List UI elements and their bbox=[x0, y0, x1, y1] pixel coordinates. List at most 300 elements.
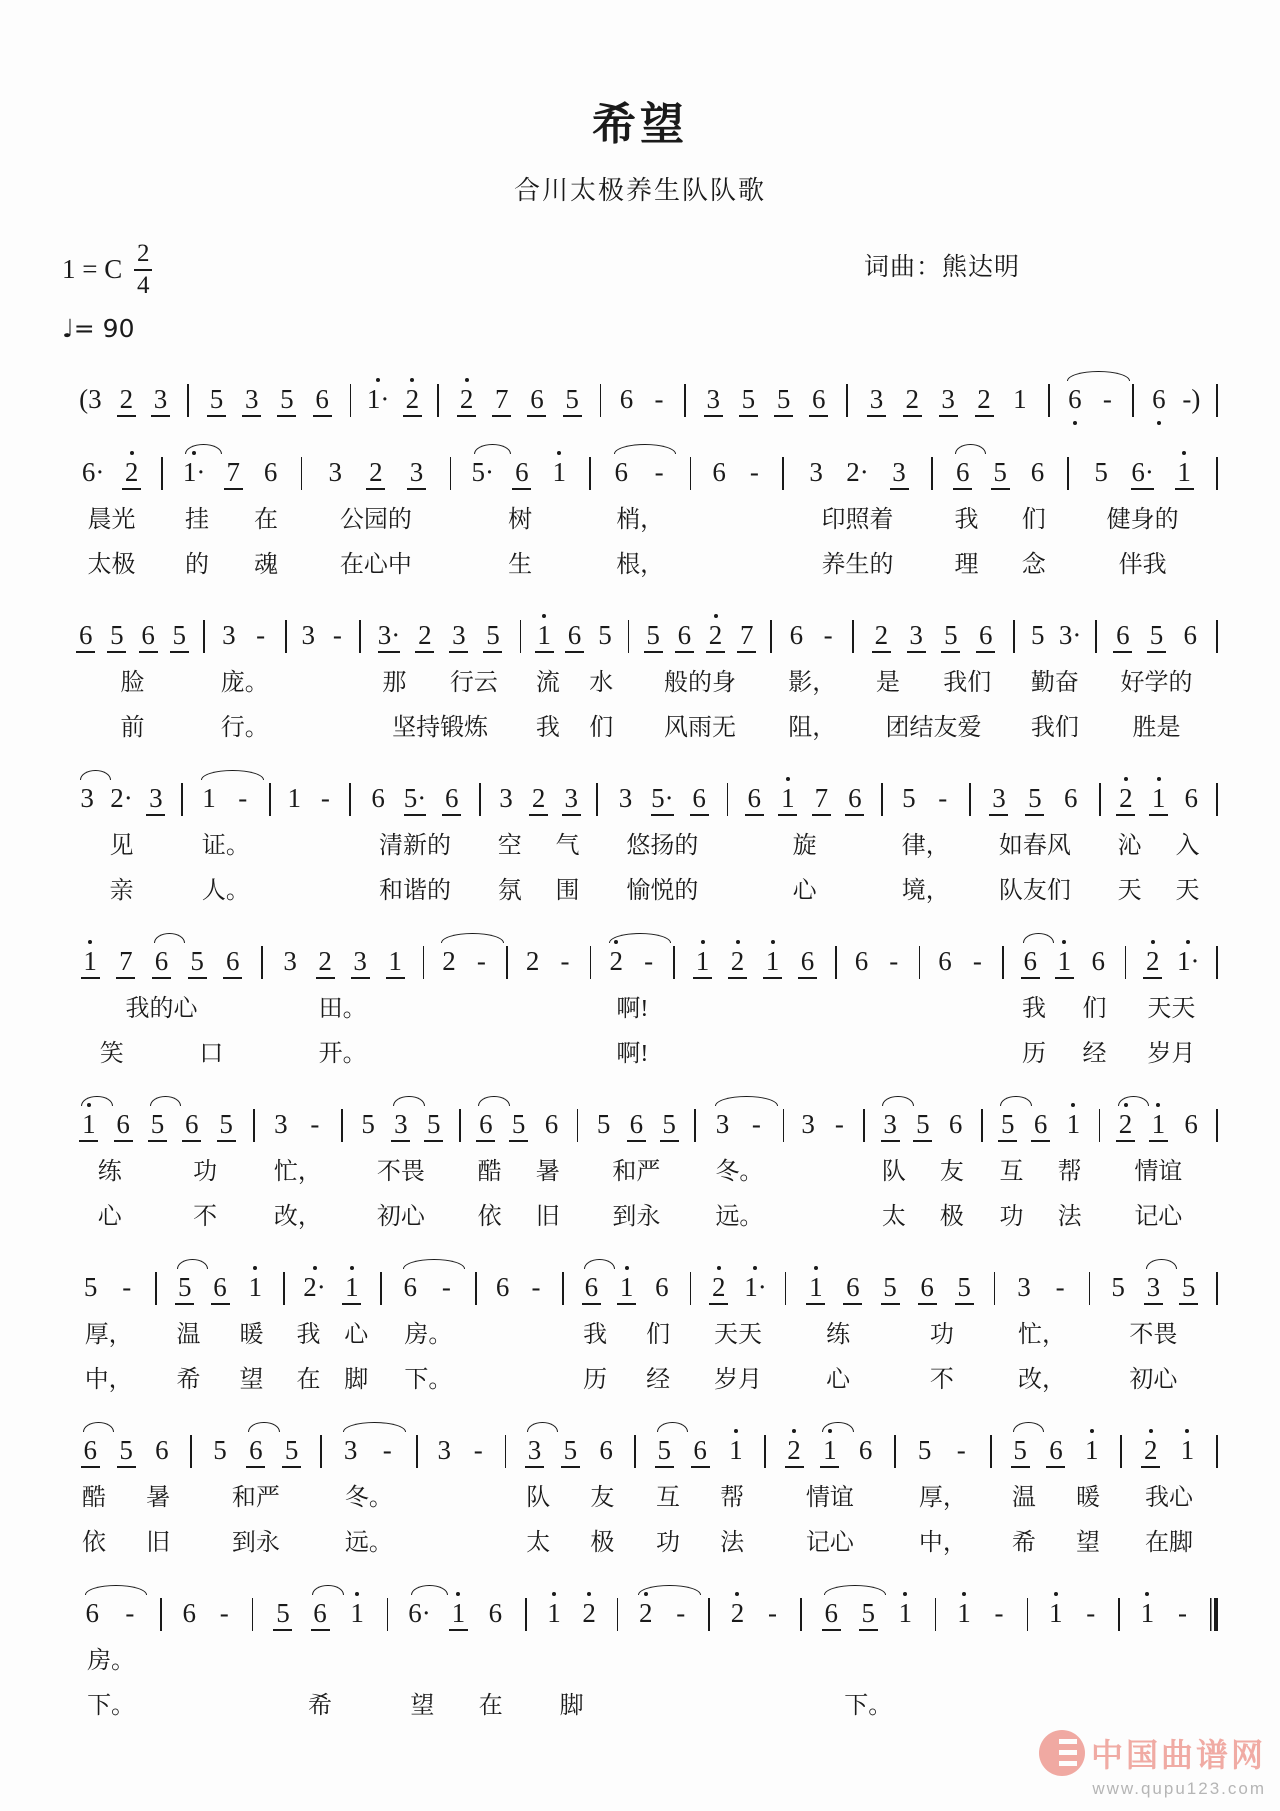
note-token: 5 bbox=[107, 622, 126, 653]
lyric-syllable: 和严 bbox=[612, 1159, 661, 1185]
measure bbox=[1069, 442, 1216, 584]
measure bbox=[527, 1583, 617, 1725]
lyric-syllable: 天天 bbox=[1147, 996, 1196, 1022]
notation-row bbox=[933, 442, 1067, 494]
lyric-syllable: 功 bbox=[656, 1530, 681, 1556]
lyric-row bbox=[675, 1028, 835, 1073]
notation-row bbox=[481, 768, 597, 820]
note-token: 3 bbox=[351, 948, 370, 979]
measure bbox=[189, 369, 350, 421]
measure bbox=[728, 768, 881, 910]
note-token: 6 bbox=[845, 785, 864, 816]
notation-row bbox=[675, 931, 835, 983]
note-token: - bbox=[531, 1272, 541, 1302]
note-token: 6 bbox=[599, 1435, 613, 1465]
lyric-row bbox=[920, 1028, 1002, 1073]
system bbox=[62, 768, 1218, 910]
measure bbox=[784, 442, 931, 584]
notation-row bbox=[784, 1094, 863, 1146]
lyric-row bbox=[691, 539, 782, 584]
measure bbox=[848, 369, 1048, 421]
lyric-syllable: 希 bbox=[1011, 1530, 1036, 1556]
note-token: 5 bbox=[998, 1111, 1017, 1142]
note-token: 3 bbox=[801, 1109, 815, 1139]
note-token: 3 bbox=[1144, 1274, 1163, 1305]
barline bbox=[1216, 384, 1218, 417]
note-token: - bbox=[823, 620, 833, 650]
slur-arc bbox=[201, 770, 264, 780]
note-token: - bbox=[654, 384, 664, 414]
measure bbox=[837, 931, 919, 1073]
lyric-syllable: 队 bbox=[526, 1485, 551, 1511]
lyric-row bbox=[920, 983, 1002, 1028]
lyric-syllable: 清新的 bbox=[378, 833, 451, 859]
measure bbox=[883, 768, 969, 910]
lyric-syllable: 公园的 bbox=[339, 507, 412, 533]
slur-arc bbox=[177, 1259, 208, 1269]
notation-row bbox=[629, 605, 770, 657]
lyric-row bbox=[481, 820, 597, 865]
octave-dot-high bbox=[701, 940, 705, 944]
notation-row bbox=[62, 1257, 155, 1309]
note-token: 3 bbox=[809, 457, 823, 487]
staff-line bbox=[62, 442, 1218, 584]
notation-row bbox=[62, 768, 181, 820]
note-token: 6 bbox=[1113, 622, 1132, 653]
note-token: 2 bbox=[1141, 1437, 1160, 1468]
lyric-syllable: 初心 bbox=[1129, 1367, 1178, 1393]
lyric-syllable: 人。 bbox=[201, 878, 250, 904]
note-token: 2 bbox=[785, 1437, 804, 1468]
note-token: 6 bbox=[1184, 1109, 1198, 1139]
lyric-syllable: 功 bbox=[999, 1204, 1024, 1230]
measure bbox=[598, 768, 727, 910]
measure bbox=[675, 931, 835, 1073]
note-token: 5 bbox=[644, 622, 663, 653]
notation-row bbox=[995, 1257, 1088, 1309]
note-token: 5 bbox=[881, 1274, 900, 1305]
lyric-row bbox=[192, 1472, 320, 1517]
notation-row bbox=[896, 1420, 991, 1472]
slur-arc bbox=[527, 1422, 558, 1432]
lyric-row bbox=[598, 865, 727, 910]
lyric-syllable: 队 bbox=[881, 1159, 906, 1185]
lyric-row bbox=[629, 657, 770, 702]
lyric-row bbox=[971, 820, 1100, 865]
note-token: 5 bbox=[277, 386, 296, 417]
note-token: - bbox=[320, 783, 330, 813]
note-token: 2 bbox=[706, 622, 725, 653]
lyric-syllable: 开。 bbox=[318, 1041, 367, 1067]
lyric-syllable: 暑 bbox=[146, 1485, 171, 1511]
note-token: 2· bbox=[303, 1274, 326, 1305]
note-token: 2· bbox=[110, 783, 133, 813]
notation-row bbox=[163, 442, 301, 494]
lyric-row bbox=[1120, 1635, 1210, 1680]
notation-row bbox=[285, 1257, 380, 1309]
note-token: 6 bbox=[948, 1109, 963, 1139]
note-token: 3 bbox=[407, 459, 426, 490]
lyric-row bbox=[351, 820, 480, 865]
note-token: 6 bbox=[627, 1111, 646, 1142]
note-token: 6 bbox=[544, 1109, 559, 1139]
lyric-row bbox=[162, 1635, 252, 1680]
lyric-row bbox=[786, 1309, 993, 1354]
measure bbox=[601, 369, 683, 421]
lyric-syllable: 酷 bbox=[477, 1159, 502, 1185]
lyric-syllable: 我 bbox=[583, 1322, 608, 1348]
lyric-row bbox=[62, 1680, 160, 1725]
lyric-row bbox=[62, 1309, 155, 1354]
note-token: 2 bbox=[1143, 948, 1162, 979]
notation-row bbox=[1101, 768, 1217, 820]
lyric-row bbox=[1097, 657, 1217, 702]
notation-row bbox=[521, 605, 628, 657]
note-token: 3 bbox=[989, 785, 1008, 816]
octave-dot-high bbox=[313, 1266, 317, 1270]
note-token: 3· bbox=[378, 622, 401, 653]
note-token: 6 bbox=[712, 457, 726, 487]
measure bbox=[418, 1420, 505, 1562]
notation-row bbox=[1050, 369, 1132, 421]
notation-row bbox=[351, 768, 480, 820]
note-token: 3 bbox=[881, 1111, 900, 1142]
notation-row bbox=[766, 1420, 894, 1472]
lyric-row bbox=[1069, 494, 1216, 539]
notation-row bbox=[686, 369, 847, 421]
note-token: 5 bbox=[1147, 622, 1166, 653]
note-token: 1 bbox=[81, 948, 100, 979]
lyric-row bbox=[1069, 539, 1216, 584]
note-token: 6 bbox=[843, 1274, 862, 1305]
measure bbox=[591, 931, 673, 1073]
slur-arc bbox=[478, 1096, 509, 1106]
note-token: 6· bbox=[81, 457, 105, 487]
octave-dot-high bbox=[1185, 1429, 1189, 1433]
lyric-syllable: 那 bbox=[382, 670, 407, 696]
measure bbox=[865, 1094, 981, 1236]
note-token: 5 bbox=[1111, 1272, 1125, 1302]
octave-dot-high bbox=[792, 1429, 796, 1433]
octave-dot-high bbox=[87, 1103, 91, 1107]
lyric-syllable: 希 bbox=[308, 1693, 333, 1719]
system bbox=[62, 1257, 1218, 1399]
slur-arc bbox=[1023, 933, 1054, 943]
lyric-row bbox=[728, 865, 881, 910]
lyric-syllable: 情谊 bbox=[805, 1485, 854, 1511]
watermark bbox=[1039, 1730, 1266, 1799]
lyric-row bbox=[382, 1354, 475, 1399]
note-token: 3 bbox=[341, 1437, 360, 1468]
note-token: 1 bbox=[778, 785, 797, 816]
notation-row bbox=[1069, 442, 1216, 494]
lyric-syllable: 健身的 bbox=[1106, 507, 1179, 533]
note-token: 5 bbox=[739, 386, 758, 417]
lyric-syllable: 心 bbox=[792, 878, 817, 904]
octave-dot-high bbox=[1071, 1103, 1075, 1107]
octave-dot-high bbox=[753, 1266, 757, 1270]
notation-row bbox=[1090, 1257, 1216, 1309]
notation-row bbox=[418, 1420, 505, 1472]
lyric-row bbox=[205, 702, 285, 747]
note-token: 1 bbox=[1013, 384, 1027, 414]
note-token: 1 bbox=[896, 1600, 915, 1631]
lyric-row bbox=[382, 1309, 475, 1354]
note-token: 7 bbox=[492, 386, 511, 417]
lyric-syllable: 和谐的 bbox=[378, 878, 451, 904]
notation-row bbox=[157, 1257, 283, 1309]
note-token: - bbox=[1086, 1598, 1096, 1628]
measure bbox=[1004, 931, 1125, 1073]
octave-dot-high bbox=[962, 1592, 966, 1596]
note-token: 6 bbox=[976, 622, 995, 653]
lyric-row bbox=[302, 494, 449, 539]
note-token: 2 bbox=[122, 459, 141, 490]
note-token: - bbox=[473, 1435, 483, 1465]
lyric-syllable: 挂 bbox=[185, 507, 210, 533]
note-token: - bbox=[676, 1598, 686, 1628]
octave-dot-high bbox=[644, 1592, 648, 1596]
note-token: 6 bbox=[1065, 386, 1084, 417]
lyric-row bbox=[865, 1146, 981, 1191]
octave-dot-high bbox=[717, 1266, 721, 1270]
lyric-row bbox=[896, 1472, 991, 1517]
lyric-syllable: 厚， bbox=[918, 1485, 967, 1511]
notation-row bbox=[983, 1094, 1099, 1146]
lyric-syllable: 梢， bbox=[616, 507, 665, 533]
slur-arc bbox=[85, 1585, 148, 1595]
octave-dot-high bbox=[1090, 1429, 1094, 1433]
note-token: 1 bbox=[545, 1600, 564, 1631]
time-numerator: 2 bbox=[137, 240, 150, 267]
lyric-syllable: 到永 bbox=[231, 1530, 280, 1556]
fraction-bar-icon bbox=[134, 269, 152, 271]
lyric-row bbox=[183, 865, 269, 910]
lyric-syllable: 沁 bbox=[1117, 833, 1142, 859]
note-token: - bbox=[654, 457, 664, 487]
lyric-row bbox=[1090, 1354, 1216, 1399]
notation-row bbox=[971, 768, 1100, 820]
measure bbox=[766, 1420, 894, 1562]
lyric-syllable: 太极 bbox=[87, 552, 136, 578]
note-token: 3 bbox=[242, 386, 261, 417]
note-token: 1 bbox=[1149, 785, 1168, 816]
measure bbox=[1050, 369, 1132, 421]
note-token: 6 bbox=[155, 1435, 169, 1465]
note-token: 5 bbox=[561, 1437, 580, 1468]
staff-line bbox=[62, 768, 1218, 910]
lyric-syllable: 们 bbox=[589, 715, 614, 741]
note-token: 3 bbox=[78, 785, 97, 816]
lyric-row bbox=[62, 820, 181, 865]
lyric-row bbox=[1122, 1517, 1217, 1562]
note-token: - bbox=[1102, 384, 1112, 414]
notation-row bbox=[591, 931, 673, 983]
note-token: - bbox=[560, 946, 570, 976]
note-token: 3 bbox=[146, 785, 165, 816]
notation-row bbox=[527, 1583, 617, 1635]
system bbox=[62, 369, 1218, 421]
note-token: 1 bbox=[79, 1111, 98, 1142]
lyric-row bbox=[802, 1680, 935, 1725]
octave-dot-high bbox=[734, 1429, 738, 1433]
notation-row bbox=[784, 442, 931, 494]
lyric-syllable: 友 bbox=[939, 1159, 964, 1185]
lyric-row bbox=[62, 1146, 253, 1191]
lyric-row bbox=[591, 539, 690, 584]
note-token: 5 bbox=[941, 622, 960, 653]
measure bbox=[361, 605, 520, 747]
note-token: 6 bbox=[152, 948, 171, 979]
lyric-row bbox=[1028, 1680, 1118, 1725]
note-token: 7 bbox=[812, 785, 831, 816]
note-token: - bbox=[994, 1598, 1004, 1628]
lyric-syllable: 忙， bbox=[273, 1159, 322, 1185]
octave-dot-high bbox=[735, 1592, 739, 1596]
lyric-syllable: 印照着 bbox=[821, 507, 894, 533]
note-token: 5 bbox=[117, 1437, 136, 1468]
note-token: 5 bbox=[217, 1111, 236, 1142]
octave-dot-high bbox=[456, 1592, 460, 1596]
lyric-syllable: 根， bbox=[616, 552, 665, 578]
lyric-syllable: 我 bbox=[296, 1322, 321, 1348]
octave-dot-high bbox=[1186, 940, 1190, 944]
note-token: 6 bbox=[1021, 948, 1040, 979]
lyric-row bbox=[1004, 983, 1125, 1028]
lyric-row bbox=[1120, 1680, 1210, 1725]
note-token: 1 bbox=[1149, 1111, 1168, 1142]
lyric-syllable: 历 bbox=[1022, 1041, 1047, 1067]
lyric-row bbox=[564, 1354, 690, 1399]
key-label: 1 = C bbox=[62, 254, 123, 284]
note-token: 5 bbox=[148, 1111, 167, 1142]
note-token: 6 bbox=[139, 622, 158, 653]
lyric-syllable: 脚 bbox=[559, 1693, 584, 1719]
note-token: 5 bbox=[563, 386, 582, 417]
note-token: 2 bbox=[525, 946, 540, 976]
lyric-syllable: 和严 bbox=[231, 1485, 280, 1511]
note-token: 7 bbox=[224, 459, 243, 490]
time-signature bbox=[134, 241, 152, 298]
octave-dot-high bbox=[625, 1266, 629, 1270]
lyric-row bbox=[691, 1309, 784, 1354]
octave-dot-high bbox=[903, 1592, 907, 1596]
lyric-syllable: 坚持锻炼 bbox=[392, 715, 489, 741]
note-token: 3 bbox=[151, 386, 170, 417]
note-token: 1 bbox=[246, 1274, 265, 1305]
measure bbox=[629, 605, 770, 747]
notation-row bbox=[710, 1583, 800, 1635]
note-token: 6 bbox=[858, 1435, 873, 1465]
note-token: 1 bbox=[550, 459, 569, 490]
note-token: 5 bbox=[955, 1274, 974, 1305]
slur-arc bbox=[474, 444, 511, 454]
lyric-syllable: 友 bbox=[590, 1485, 615, 1511]
octave-dot-high bbox=[1156, 1103, 1160, 1107]
note-token: 5 bbox=[655, 1437, 674, 1468]
lyric-syllable: 我 bbox=[1022, 996, 1047, 1022]
system bbox=[62, 1583, 1218, 1725]
notation-row bbox=[865, 1094, 981, 1146]
lyric-row bbox=[1101, 820, 1217, 865]
lyric-syllable: 在心中 bbox=[339, 552, 412, 578]
octave-dot-high bbox=[1054, 1592, 1058, 1596]
note-token: - bbox=[644, 946, 654, 976]
lyric-row bbox=[1015, 657, 1095, 702]
lyric-syllable: 在 bbox=[254, 507, 279, 533]
lyric-syllable: 帮 bbox=[1057, 1159, 1082, 1185]
lyric-syllable: 我们 bbox=[1030, 715, 1079, 741]
barline bbox=[1216, 783, 1218, 816]
lyric-syllable: 是 bbox=[875, 670, 900, 696]
lyric-syllable: 阻， bbox=[788, 715, 837, 741]
system bbox=[62, 931, 1218, 1073]
lyric-syllable: 下。 bbox=[404, 1367, 453, 1393]
octave-dot-high bbox=[557, 451, 561, 455]
octave-dot-high bbox=[253, 1266, 257, 1270]
measure bbox=[1090, 1257, 1216, 1399]
lyric-syllable: 厚， bbox=[84, 1322, 133, 1348]
lyric-row bbox=[418, 1517, 505, 1562]
note-token: 6 bbox=[690, 785, 709, 816]
lyric-syllable: 愉悦的 bbox=[626, 878, 699, 904]
measure bbox=[691, 1257, 784, 1399]
notation-row bbox=[439, 369, 600, 421]
lyric-row bbox=[62, 1354, 155, 1399]
lyric-row bbox=[163, 494, 301, 539]
lyric-row bbox=[578, 1146, 694, 1191]
lyric-syllable: 历 bbox=[583, 1367, 608, 1393]
notation-row bbox=[564, 1257, 690, 1309]
lyric-row bbox=[271, 820, 349, 865]
lyric-syllable: 练 bbox=[826, 1322, 851, 1348]
barline bbox=[1216, 1272, 1218, 1305]
measure bbox=[618, 1583, 708, 1725]
measure bbox=[382, 1257, 475, 1399]
lyric-row bbox=[255, 1146, 342, 1191]
meta-row bbox=[62, 241, 1218, 343]
system bbox=[62, 442, 1218, 584]
octave-dot-high bbox=[130, 451, 134, 455]
note-token: 6 bbox=[1031, 1111, 1050, 1142]
measure bbox=[854, 605, 1013, 747]
notation-row bbox=[263, 931, 423, 983]
note-token: 2 bbox=[403, 386, 422, 417]
lyric-syllable: 改， bbox=[1018, 1367, 1067, 1393]
staff-line bbox=[62, 1583, 1218, 1725]
notation-row bbox=[1097, 605, 1217, 657]
note-token: - bbox=[476, 946, 486, 976]
lyric-row bbox=[854, 657, 1013, 702]
lyric-row bbox=[477, 1354, 562, 1399]
note-token: 5 bbox=[902, 783, 916, 813]
lyric-row bbox=[424, 983, 506, 1028]
lyric-row bbox=[564, 1309, 690, 1354]
lyric-syllable: 的 bbox=[185, 552, 210, 578]
lyric-syllable: 依 bbox=[477, 1204, 502, 1230]
notation-row bbox=[578, 1094, 694, 1146]
notation-row bbox=[636, 1420, 764, 1472]
lyric-row bbox=[784, 494, 931, 539]
note-token: 1 bbox=[726, 1437, 745, 1468]
lyric-syllable: 魂 bbox=[254, 552, 279, 578]
note-token: 6 bbox=[313, 386, 332, 417]
lyric-syllable: 见 bbox=[109, 833, 134, 859]
measure bbox=[696, 1094, 783, 1236]
measure bbox=[205, 605, 285, 747]
octave-dot-high bbox=[552, 1592, 556, 1596]
note-token: 1 bbox=[806, 1274, 825, 1305]
